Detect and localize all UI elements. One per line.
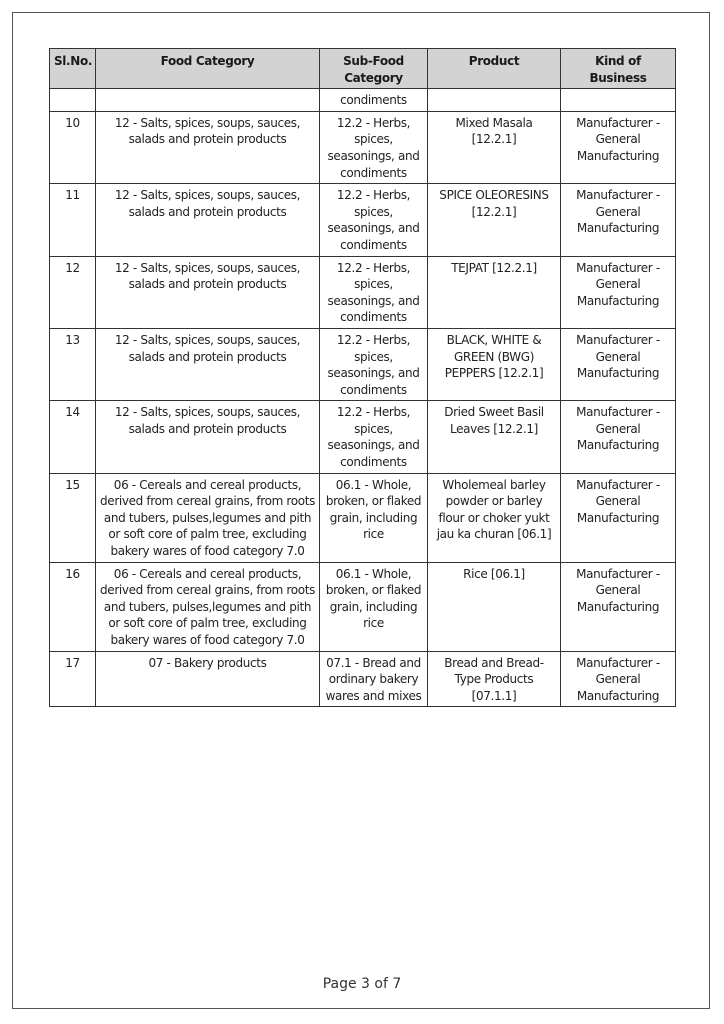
cell-food-category: 12 - Salts, spices, soups, sauces, salads and protein products (96, 401, 320, 473)
header-kind-of-business: Kind of Business (561, 49, 676, 89)
cell-sub-food-category: 12.2 - Herbs, spices, seasonings, and condiments (320, 256, 428, 328)
cell-food-category: 12 - Salts, spices, soups, sauces, salads and protein products (96, 111, 320, 183)
table-row (50, 651, 676, 707)
cell-kind-of-business: Manufacturer - General Manufacturing (561, 651, 676, 707)
table-row (50, 473, 676, 562)
cell-food-category: 06 - Cereals and cereal products, derived from cereal grains, from roots and tubers, pulses,legumes and pith or soft core of palm tree, excluding bakery wares of food category 7.0 (96, 473, 320, 562)
food-category-table (49, 48, 676, 707)
cell-kind-of-business: Manufacturer - General Manufacturing (561, 184, 676, 256)
cell-sub-food-category: 12.2 - Herbs, spices, seasonings, and condiments (320, 111, 428, 183)
table-row (50, 328, 676, 400)
cell-kind-of-business: Manufacturer - General Manufacturing (561, 256, 676, 328)
cell-sub-food-category: 06.1 - Whole, broken, or flaked grain, including rice (320, 473, 428, 562)
cell-kind-of-business: Manufacturer - General Manufacturing (561, 473, 676, 562)
cell-food-category: 07 - Bakery products (96, 651, 320, 707)
table-row-continuation (50, 89, 676, 112)
cell-product: Bread and Bread-Type Products [07.1.1] (428, 651, 561, 707)
cell-sl-no: 10 (50, 111, 96, 183)
table-row (50, 184, 676, 256)
table-header-row (50, 49, 676, 89)
cell-sub-food-category: 06.1 - Whole, broken, or flaked grain, including rice (320, 562, 428, 651)
cell-product: BLACK, WHITE & GREEN (BWG) PEPPERS [12.2.1] (428, 328, 561, 400)
cell-sub-food-category: 12.2 - Herbs, spices, seasonings, and condiments (320, 184, 428, 256)
cell-food-category: 12 - Salts, spices, soups, sauces, salads and protein products (96, 328, 320, 400)
cell-product (428, 89, 561, 112)
header-sl-no: Sl.No. (50, 49, 96, 89)
cell-sl-no (50, 89, 96, 112)
cell-kind-of-business: Manufacturer - General Manufacturing (561, 401, 676, 473)
cell-food-category: 06 - Cereals and cereal products, derived from cereal grains, from roots and tubers, pulses,legumes and pith or soft core of palm tree, excluding bakery wares of food category 7.0 (96, 562, 320, 651)
table-row (50, 111, 676, 183)
table-row (50, 256, 676, 328)
cell-food-category: 12 - Salts, spices, soups, sauces, salads and protein products (96, 184, 320, 256)
cell-sl-no: 11 (50, 184, 96, 256)
cell-product: Dried Sweet Basil Leaves [12.2.1] (428, 401, 561, 473)
cell-sub-food-category: 12.2 - Herbs, spices, seasonings, and condiments (320, 328, 428, 400)
cell-kind-of-business (561, 89, 676, 112)
cell-sl-no: 17 (50, 651, 96, 707)
cell-sub-food-category: condiments (320, 89, 428, 112)
cell-kind-of-business: Manufacturer - General Manufacturing (561, 328, 676, 400)
page-number: Page 3 of 7 (322, 976, 402, 992)
cell-product: TEJPAT [12.2.1] (428, 256, 561, 328)
cell-product: Rice [06.1] (428, 562, 561, 651)
cell-sub-food-category: 12.2 - Herbs, spices, seasonings, and condiments (320, 401, 428, 473)
cell-sl-no: 15 (50, 473, 96, 562)
header-sub-food-category: Sub-Food Category (320, 49, 428, 89)
cell-kind-of-business: Manufacturer - General Manufacturing (561, 562, 676, 651)
cell-sl-no: 13 (50, 328, 96, 400)
table-row (50, 401, 676, 473)
cell-product: SPICE OLEORESINS [12.2.1] (428, 184, 561, 256)
cell-sl-no: 12 (50, 256, 96, 328)
cell-product: Wholemeal barley powder or barley flour or choker yukt jau ka churan [06.1] (428, 473, 561, 562)
header-food-category: Food Category (96, 49, 320, 89)
table-row (50, 562, 676, 651)
cell-sub-food-category: 07.1 - Bread and ordinary bakery wares and mixes (320, 651, 428, 707)
cell-product: Mixed Masala [12.2.1] (428, 111, 561, 183)
cell-food-category (96, 89, 320, 112)
cell-sl-no: 14 (50, 401, 96, 473)
cell-kind-of-business: Manufacturer - General Manufacturing (561, 111, 676, 183)
cell-sl-no: 16 (50, 562, 96, 651)
cell-food-category: 12 - Salts, spices, soups, sauces, salads and protein products (96, 256, 320, 328)
header-product: Product (428, 49, 561, 89)
